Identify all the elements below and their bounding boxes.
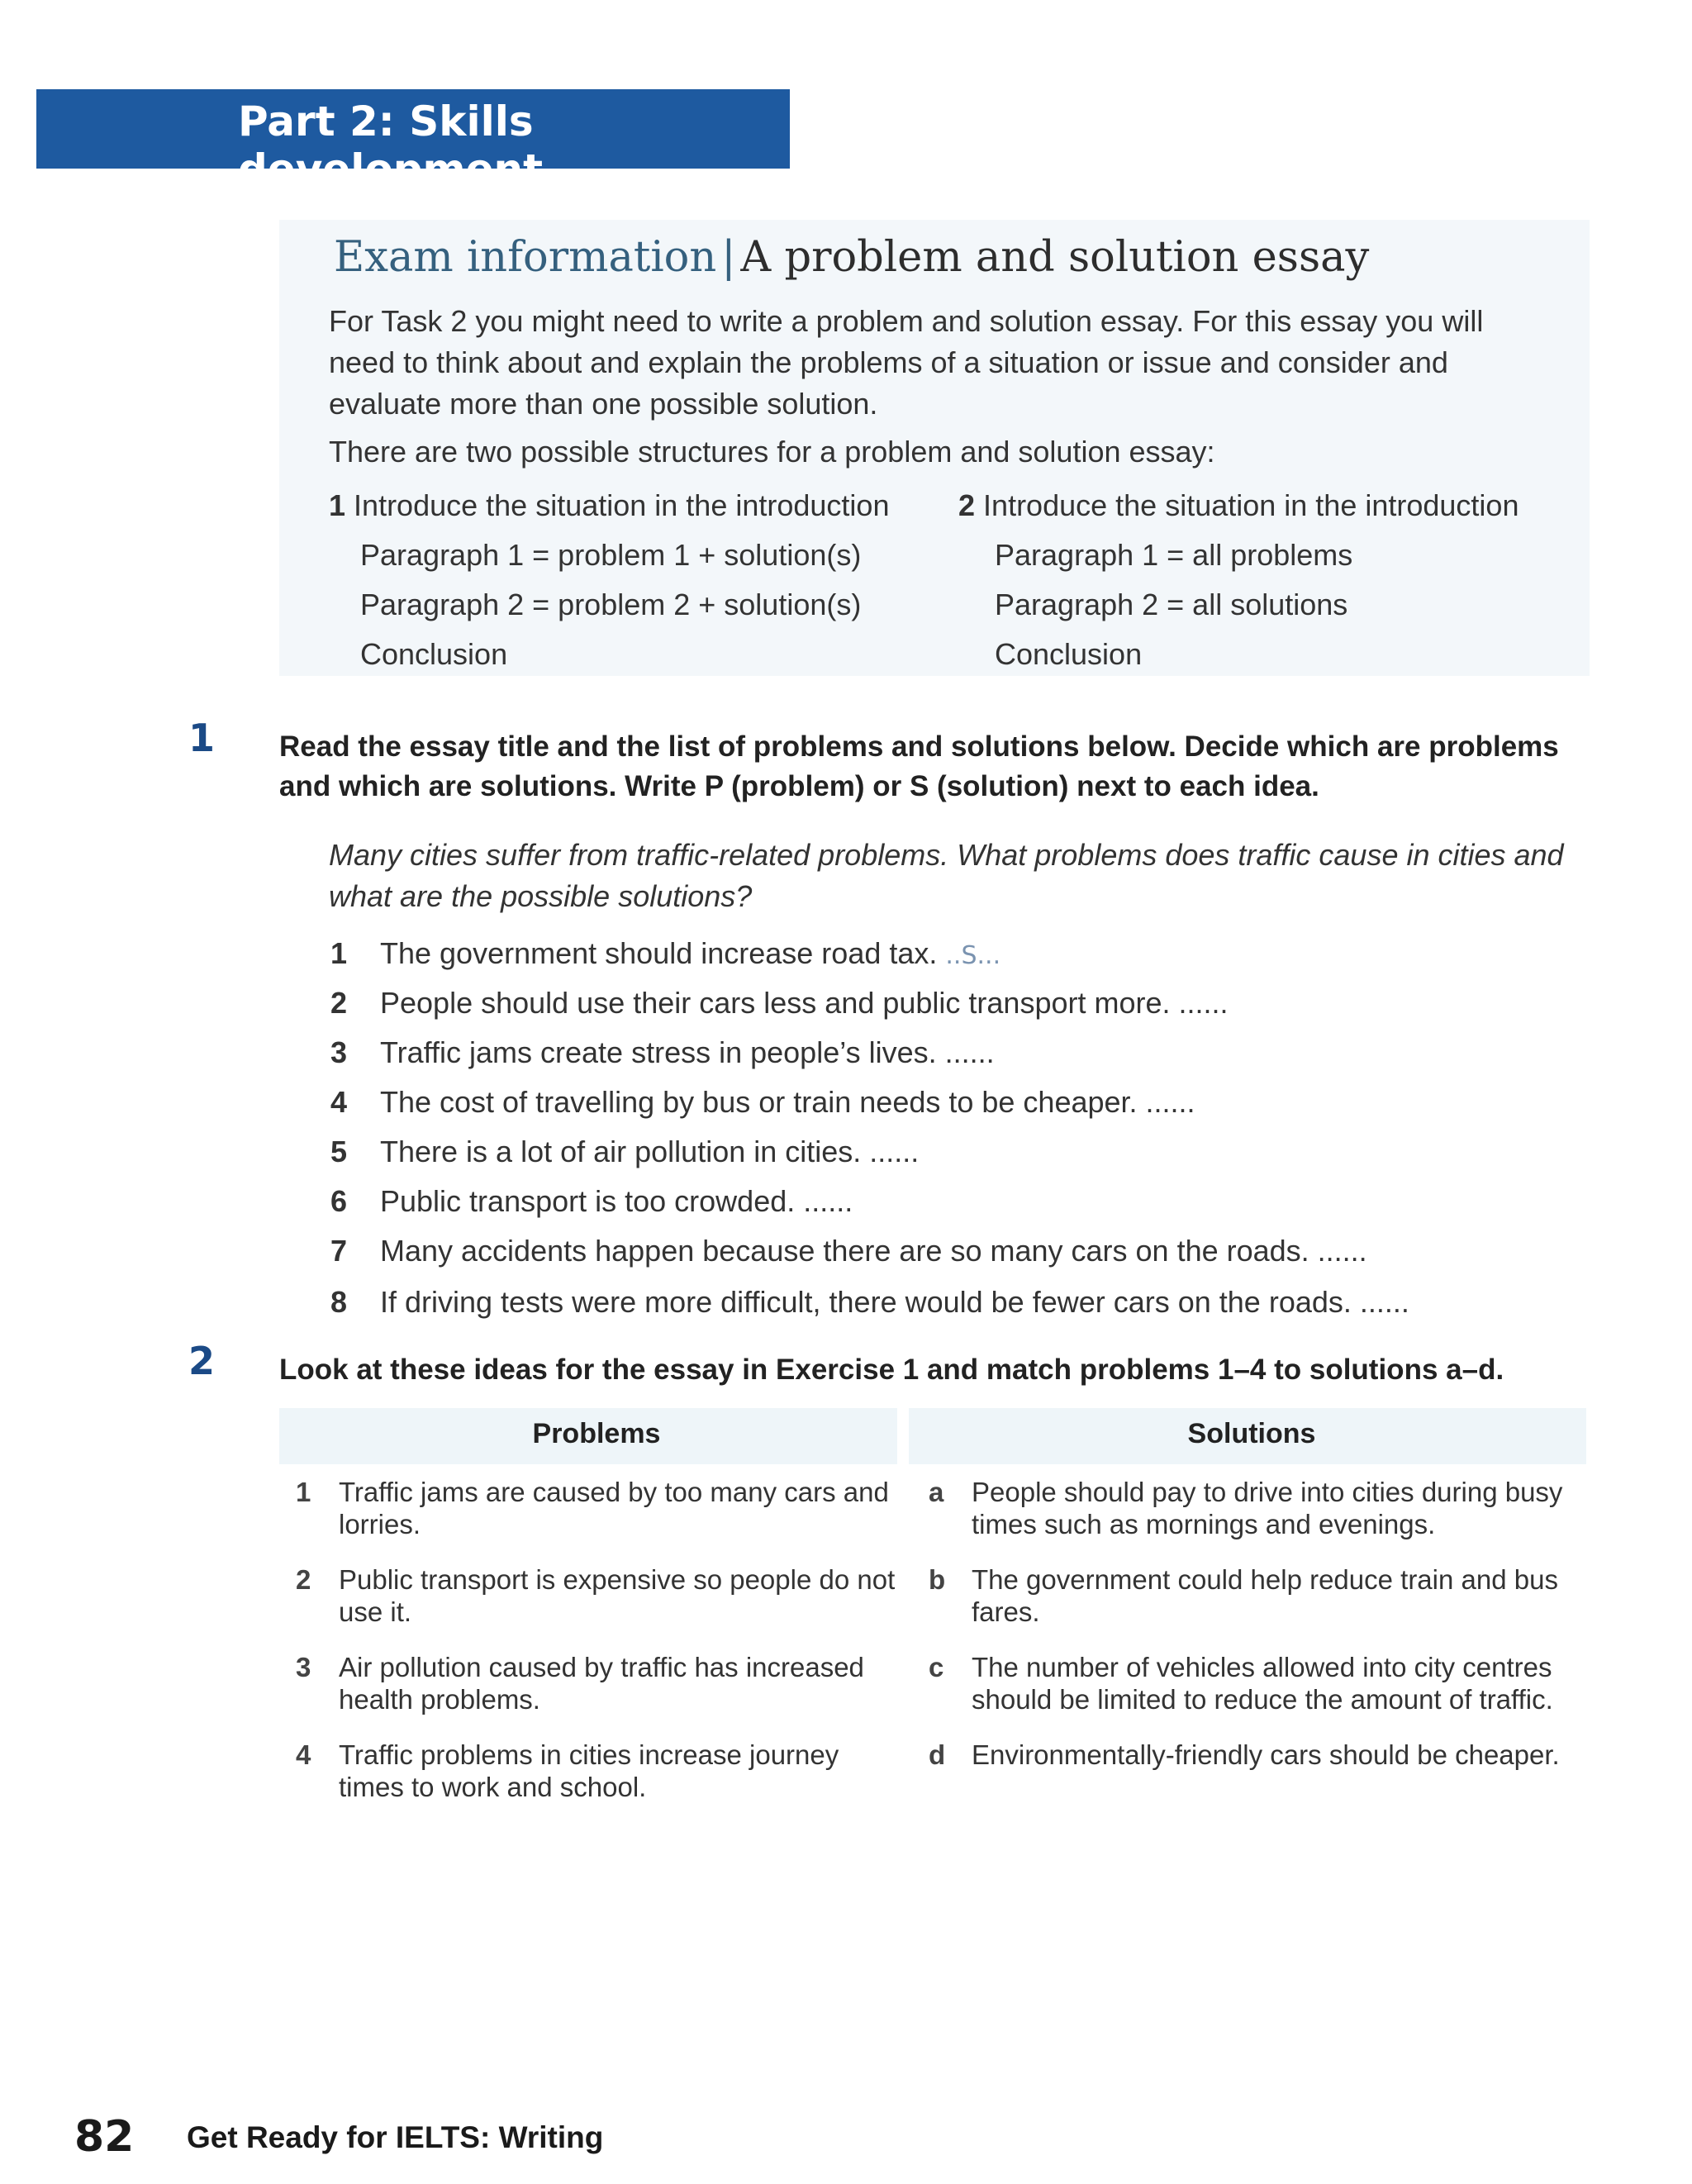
exercise-2-number: 2 bbox=[188, 1339, 216, 1383]
exercise-1-item: 8 If driving tests were more difficult, there would be fewer cars on the roads. ...... bbox=[330, 1285, 1409, 1319]
structure-2-number: 2 bbox=[958, 488, 976, 522]
part-title: Part 2: Skills development bbox=[238, 98, 543, 193]
structure-2 bbox=[958, 489, 1519, 671]
exercise-1-item: 6 Public transport is too crowded. ...... bbox=[330, 1184, 853, 1218]
exercise-1-essay-prompt: Many cities suffer from traffic-related problems. What problems does traffic cause in cities and what are the possible solutions? bbox=[329, 838, 1564, 913]
solution-row: d Environmentally-friendly cars should be cheaper. bbox=[929, 1739, 1560, 1770]
exercise-1-item: 1 The government should increase road tax. ..S... bbox=[330, 936, 1001, 970]
structure-1-line-2: Paragraph 1 = problem 1 + solution(s) bbox=[360, 538, 862, 572]
exam-info-paragraph-2: There are two possible structures for a problem and solution essay: bbox=[329, 435, 1215, 469]
book-title: Get Ready for IELTS: Writing bbox=[187, 2120, 604, 2154]
solution-row: c The number of vehicles allowed into city centres should be limited to reduce the amount of traffic. bbox=[929, 1652, 1553, 1715]
structure-1 bbox=[329, 489, 889, 671]
exam-info-paragraph-1: For Task 2 you might need to write a problem and solution essay. For this essay you will need to think about and explain the problems of a situation or issue and consider and evaluate more than one possible solution. bbox=[329, 304, 1484, 421]
problem-row: 2 Public transport is expensive so people do not use it. bbox=[296, 1564, 896, 1627]
problem-row: 3 Air pollution caused by traffic has increased health problems. bbox=[296, 1652, 864, 1715]
structure-2-line-1: 2 Introduce the situation in the introduction bbox=[958, 488, 1519, 522]
solution-row: b The government could help reduce train and bus fares. bbox=[929, 1564, 1558, 1627]
exercise-1-item: 2 People should use their cars less and public transport more. ...... bbox=[330, 986, 1229, 1020]
exercise-2-instruction: Look at these ideas for the essay in Exercise 1 and match problems 1–4 to solutions a–d. bbox=[279, 1354, 1504, 1386]
exam-info-title-sub: A problem and solution essay bbox=[740, 233, 1370, 282]
exam-info-title-main: Exam information bbox=[334, 233, 717, 282]
structure-1-line-4: Conclusion bbox=[360, 637, 508, 671]
problem-row: 4 Traffic problems in cities increase journey times to work and school. bbox=[296, 1739, 839, 1802]
structure-2-line-4: Conclusion bbox=[995, 637, 1143, 671]
exercise-1-item: 7 Many accidents happen because there are so many cars on the roads. ...... bbox=[330, 1234, 1367, 1268]
title-separator: | bbox=[721, 233, 736, 282]
handwritten-answer: ..S... bbox=[945, 941, 1001, 970]
problem-row: 1 Traffic jams are caused by too many cars and lorries. bbox=[296, 1477, 889, 1539]
exam-info-title bbox=[334, 233, 1369, 282]
exercise-1-number: 1 bbox=[188, 716, 216, 760]
problems-header: Problems bbox=[532, 1418, 661, 1449]
exercise-1-item: 4 The cost of travelling by bus or train needs to be cheaper. ...... bbox=[330, 1085, 1195, 1119]
part-header-bar bbox=[36, 89, 790, 193]
exercise-1-item: 5 There is a lot of air pollution in cities. ...... bbox=[330, 1135, 920, 1168]
exercise-1-instruction: Read the essay title and the list of problems and solutions below. Decide which are problems and which are solutions. Write P (problem) or S (solution) next to each idea. bbox=[279, 730, 1559, 802]
solutions-header: Solutions bbox=[1187, 1418, 1316, 1449]
structure-2-line-3: Paragraph 2 = all solutions bbox=[995, 588, 1348, 621]
structure-2-line-2: Paragraph 1 = all problems bbox=[995, 538, 1353, 572]
structure-1-line-3: Paragraph 2 = problem 2 + solution(s) bbox=[360, 588, 862, 621]
exercise-1-item: 3 Traffic jams create stress in people’s lives. ...... bbox=[330, 1035, 995, 1069]
solution-row: a People should pay to drive into cities during busy times such as mornings and evenings. bbox=[929, 1477, 1563, 1539]
structure-1-line-1: 1 Introduce the situation in the introduction bbox=[329, 488, 890, 522]
structure-1-number: 1 bbox=[329, 488, 346, 522]
page-number: 82 bbox=[74, 2112, 135, 2162]
